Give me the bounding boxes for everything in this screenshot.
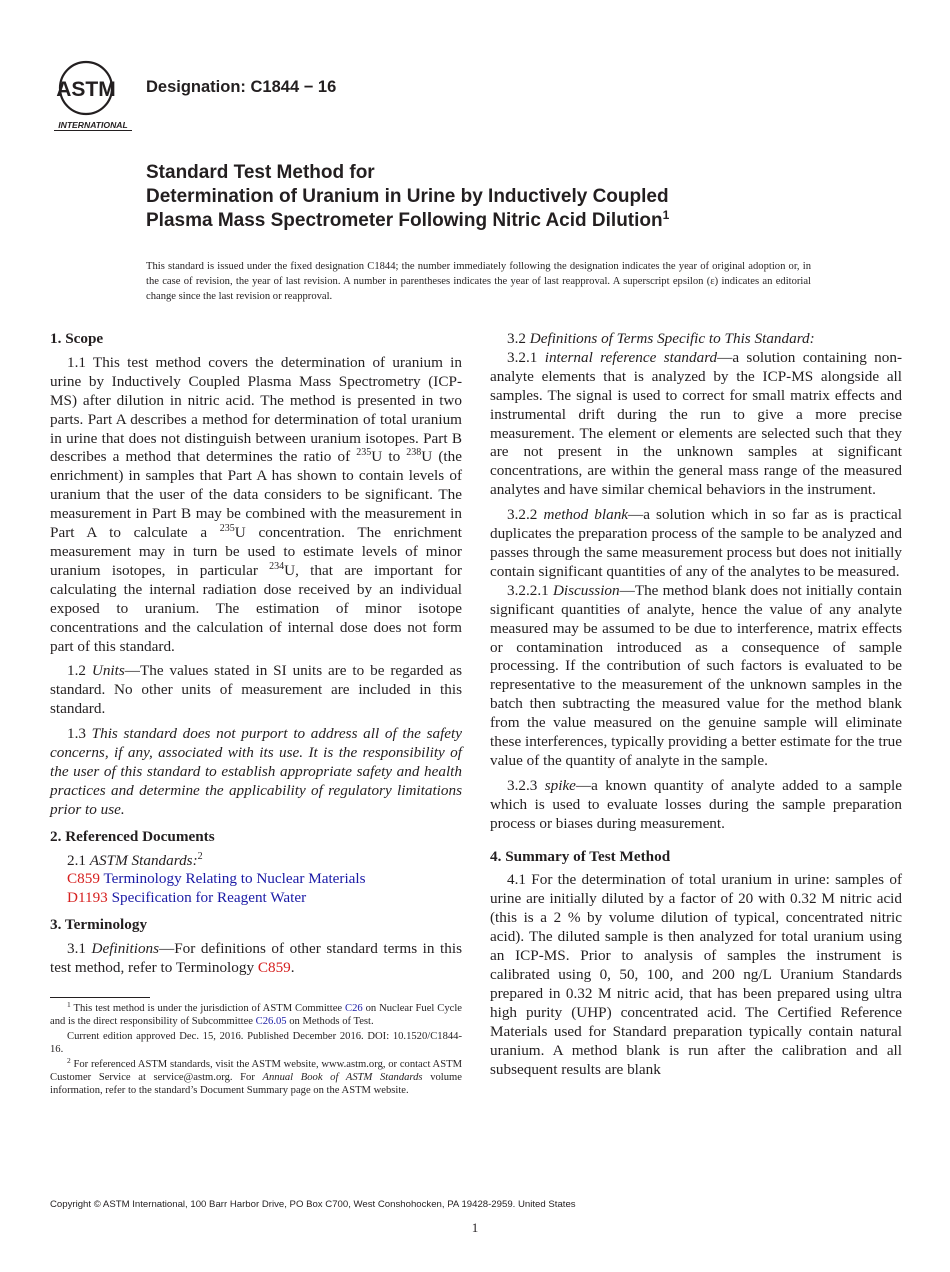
terminology-link-c859[interactable]: C859 [257, 959, 291, 977]
p3-2-2-1-text: —The method blank does not initially contain significant quantities of analyte, hence the value of any analyte measured may be assumed to be due to interference, matrix effects or contamination introduced as a consequence of sample processing. If the contribution of such factors is evaluated to be representative to the measurement of the unknown samples in the batch then subtracting the measured value for the method blank from the value measured on the genuine sample will eliminate these interferences, typically providing a better estimate for the true value of the quantity of analyte in the sample. [490, 581, 902, 769]
p3-2-term: Definitions of Terms Specific to This Standard: [529, 330, 815, 347]
p1-1-text-c: U (the enrichment) in samples that Part A has shown to contain levels of uranium that the user of the data considers to be significant. The measurement in Part B may be combined with the measurement in Part A to calculate a [50, 448, 462, 542]
paragraph-2-1 [50, 852, 462, 871]
logo-letters: ASTM [56, 78, 116, 101]
p3-1-text: —For definitions of other standard terms in this test method, refer to Terminology [50, 940, 462, 977]
p2-1-term: ASTM Standards: [89, 851, 198, 869]
paragraph-1-3 [50, 725, 462, 820]
p1-2-num: 1.2 [67, 662, 92, 680]
paragraph-3-2-1 [490, 349, 902, 500]
document-title [146, 161, 846, 233]
title-footnote-ref[interactable]: 1 [662, 208, 670, 222]
title-line-1: Standard Test Method for [146, 162, 375, 183]
footnote-2 [50, 1055, 462, 1098]
isotope-sup: 234 [269, 560, 285, 572]
p3-2-1-term: internal reference standard [544, 348, 718, 366]
p3-2-2-text: —a solution which in so far as is practical duplicates the preparation process of the sample to be analyzed and passes through the same measurement process but does not initially contain significant quantities of any of the analytes to be measured. [490, 506, 903, 580]
paragraph-4-1: 4.1 For the determination of total uranium in urine: samples of urine are initially diluted by a factor of 20 with 0.32 M nitric acid (this is a 2 % by volume dilution of typical, concentrated nitric acid). The diluted sample is then analyzed for total uranium using an ICP-MS. Prior to analysis of samples the instrument is calibrated using 0, 50, 100, and 200 ng/L Uranium Standards prepared in 0.32 M nitric acid, that has been prepared using ultra high purity (UHP) concentrated acid. The Certified Reference Materials used for Standard preparation typically contain natural uranium. A method blank is run after the calibration and all subsequent results are blank [490, 871, 902, 1078]
title-line-3 [146, 209, 846, 233]
designation: Designation: C1844 − 16 [146, 78, 337, 96]
p3-2-2-1-num: 3.2.2.1 [507, 581, 553, 599]
p3-1-end: . [290, 959, 295, 977]
p3-2-2-term: method blank [543, 506, 629, 524]
edition-note: Current edition approved Dec. 15, 2016. Published December 2016. DOI: 10.1520/C1844-16. [50, 1030, 462, 1056]
ref-title-link[interactable]: Terminology Relating to Nuclear Materials [99, 870, 366, 888]
title-line-2: Determination of Uranium in Urine by Inductively Coupled [146, 186, 669, 207]
p3-1-num: 3.1 [67, 940, 92, 958]
title-line-3-text: Plasma Mass Spectrometer Following Nitric Acid Dilution [146, 210, 663, 231]
p2-1-num: 2.1 [67, 851, 90, 869]
fn1-text-c: on Methods of Test. [286, 1016, 374, 1028]
fn2-text-a: For referenced ASTM standards, visit the ASTM website, www.astm.org, or contact ASTM Customer Service at service@astm.org. For [50, 1058, 462, 1084]
p1-1-text-b: U to [371, 448, 407, 466]
paragraph-3-2-3 [490, 777, 902, 834]
fn2-text-b: volume information, refer to the standard’s Document Summary page on the ASTM website. [50, 1072, 462, 1097]
footnote-1 [50, 1002, 462, 1029]
page-number: 1 [471, 1220, 479, 1235]
p1-2-text: —The values stated in SI units are to be regarded as standard. No other units of measurement are included in this standard. [50, 662, 462, 718]
subcommittee-link-c26-05[interactable]: C26.05 [255, 1016, 287, 1028]
fn1-marker: 1 [67, 1000, 71, 1009]
section-heading-scope: 1. Scope [50, 330, 104, 347]
left-column [50, 330, 462, 984]
committee-link-c26[interactable]: C26 [345, 1003, 363, 1014]
paragraph-3-2-2-1 [490, 582, 902, 771]
fn2-marker: 2 [67, 1055, 71, 1065]
fn1-text-b: on Nuclear Fuel Cycle and is the direct responsibility of Subcommittee [50, 1003, 462, 1028]
right-column [490, 330, 902, 1079]
footnote-ref-2[interactable]: 2 [197, 850, 203, 862]
section-heading-terminology: 3. Terminology [50, 916, 148, 934]
p3-2-3-num: 3.2.3 [507, 776, 545, 794]
reference-item-c859[interactable] [50, 870, 462, 889]
p1-1-text-a: 1.1 This test method covers the determination of uranium in urine by Inductively Coupled Plasma Mass Spectrometry (ICP-MS) after dilution in nitric acid. The method is presented in two parts. Part A describes a method for determination of total uranium in urine that does not distinguish between uranium isotopes. Part B describes a method that determines the ratio of [50, 353, 462, 466]
footnote-divider [50, 997, 150, 998]
issuance-notice: This standard is issued under the fixed designation C1844; the number immediately following the designation indicates the year of original adoption or, in the case of revision, the year of last revision. A number in parentheses indicates the year of last reapproval. A superscript epsilon (ε) indicates an editorial change since the last revision or reapproval. [146, 261, 811, 302]
p3-2-num: 3.2 [507, 330, 530, 347]
p3-2-1-num: 3.2.1 [507, 348, 545, 366]
paragraph-3-2-2 [490, 506, 902, 582]
isotope-sup: 238 [406, 447, 422, 459]
logo-subtext: INTERNATIONAL [58, 120, 128, 130]
astm-logo-icon [52, 58, 134, 132]
p3-1-term: Definitions [91, 940, 160, 958]
paragraph-3-1 [50, 940, 462, 978]
copyright-notice: Copyright © ASTM International, 100 Barr Harbor Drive, PO Box C700, West Conshohocken, PA 19428-2959. United States [50, 1199, 576, 1210]
p1-1-text-d: U concentration. The enrichment measurement may in turn be used to estimate levels of minor uranium isotopes, in particular [50, 524, 462, 579]
p1-3-text: This standard does not purport to address all of the safety concerns, if any, associated with its use. It is the responsibility of the user of this standard to establish appropriate safety and health practices and determine the applicability of regulatory limitations prior to use. [50, 725, 463, 818]
isotope-sup: 235 [219, 523, 235, 535]
p1-2-term: Units [91, 662, 125, 680]
paragraph-1-1 [50, 354, 462, 657]
ref-title-link[interactable]: Specification for Reagent Water [107, 889, 307, 907]
footnotes [50, 1002, 462, 1099]
section-heading-summary: 4. Summary of Test Method [490, 847, 671, 865]
reference-item-d1193[interactable] [50, 889, 462, 908]
p1-3-num: 1.3 [67, 725, 92, 743]
p3-2-3-term: spike [544, 776, 576, 794]
p3-2-2-num: 3.2.2 [507, 506, 544, 524]
paragraph-3-2 [490, 330, 902, 349]
fn1-text-a: This test method is under the jurisdiction of ASTM Committee [70, 1003, 346, 1014]
p3-2-1-text: —a solution containing non-analyte elements that is analyzed by the ICP-MS alongside all samples. The signal is used to correct for small matrix effects and instrumental drift during the run to give a more precise measurement. The element or elements are selected such that they are not present in the unknown samples at significant concentrations, are within the general mass range of the measured analytes and have similar chemical behaviors in the instrument. [490, 348, 903, 499]
ref-code-link[interactable]: C859 [67, 870, 100, 888]
paragraph-1-2 [50, 662, 462, 719]
p1-1-text-e: U, that are important for calculating the internal radiation dose received by an individual exposed to uranium. The estimation of minor isotope concentrations and the calculation of internal dose does not form part of this standard. [50, 561, 462, 655]
fn2-italic: Annual Book of ASTM Standards [262, 1072, 423, 1084]
isotope-sup: 235 [356, 447, 372, 459]
p3-2-3-text: —a known quantity of analyte added to a sample which is used to evaluate losses during the sample preparation process or biases during measurement. [490, 776, 903, 832]
section-heading-referenced-documents: 2. Referenced Documents [50, 827, 215, 845]
astm-logo [52, 58, 134, 132]
p3-2-2-1-term: Discussion [552, 581, 620, 599]
ref-code-link[interactable]: D1193 [67, 889, 108, 907]
